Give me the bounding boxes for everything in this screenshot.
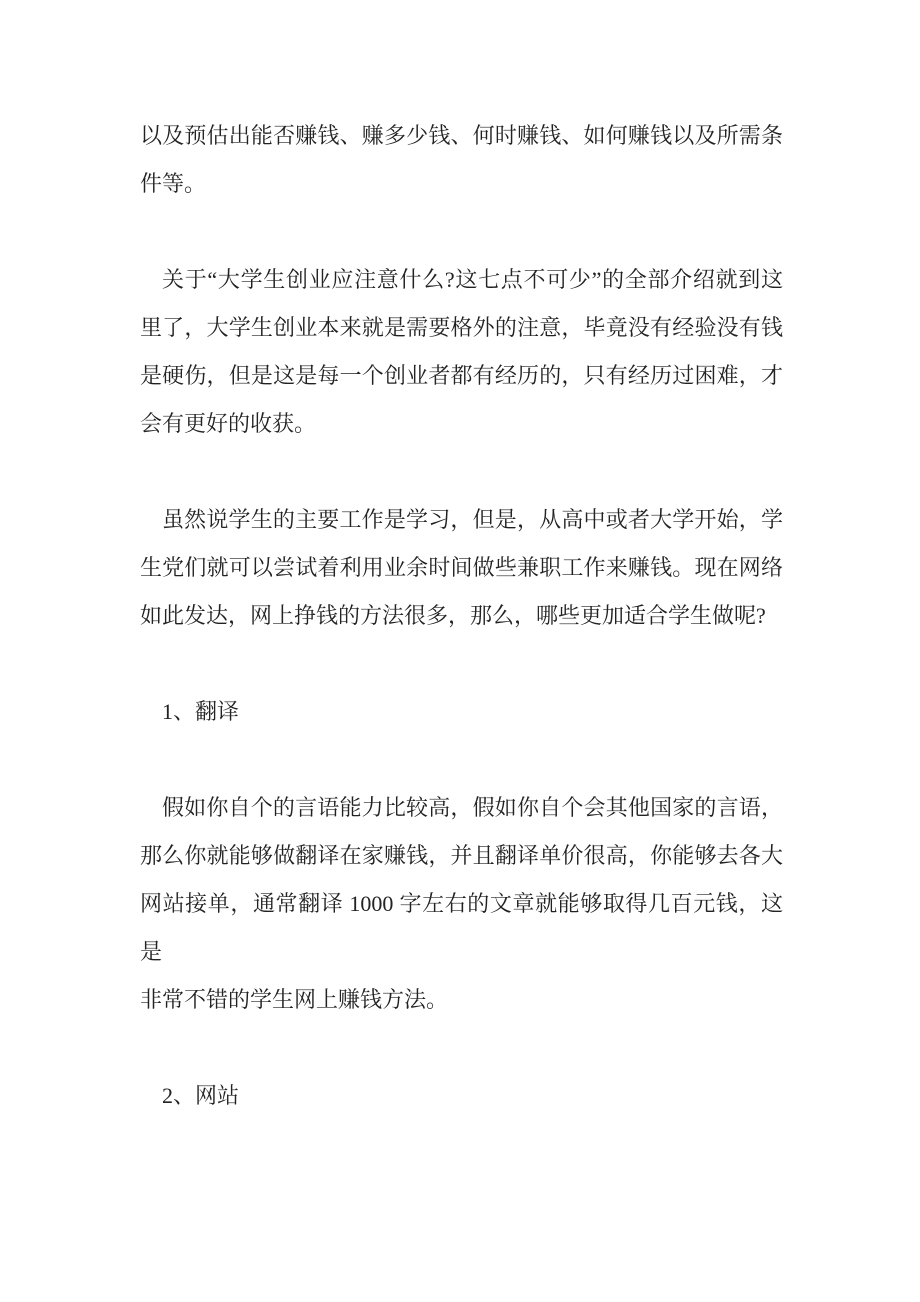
section-heading [140, 688, 783, 736]
text-line: 里了，大学生创业本来就是需要格外的注意，毕竟没有经验没有钱 [140, 315, 783, 340]
text-line: 1、翻译 [162, 699, 240, 724]
text-line: 会有更好的收获。 [140, 411, 317, 436]
text-line: 虽然说学生的主要工作是学习，但是，从高中或者大学开始，学 [162, 507, 783, 532]
text-line: 如此发达，网上挣钱的方法很多，那么，哪些更加适合学生做呢? [140, 603, 766, 628]
text-line: 生党们就可以尝试着利用业余时间做些兼职工作来赚钱。现在网络 [140, 555, 783, 580]
text-line: 2、网站 [162, 1083, 240, 1108]
text-line: 是硬伤，但是这是每一个创业者都有经历的，只有经历过困难，才 [140, 363, 783, 388]
section-heading [140, 1072, 783, 1120]
paragraph [140, 784, 783, 1024]
text-line: 那么你就能够做翻译在家赚钱，并且翻译单价很高，你能够去各大 [140, 843, 783, 868]
text-line: 关于“大学生创业应注意什么?这七点不可少”的全部介绍就到这 [162, 267, 783, 292]
text-line: 非常不错的学生网上赚钱方法。 [140, 987, 449, 1012]
paragraph [140, 112, 783, 208]
text-line: 以及预估出能否赚钱、赚多少钱、何时赚钱、如何赚钱以及所需条 [140, 123, 783, 148]
paragraph [140, 256, 783, 448]
text-line: 网站接单，通常翻译 1000 字左右的文章就能够取得几百元钱，这是 [140, 891, 783, 964]
paragraph [140, 496, 783, 640]
text-line: 件等。 [140, 171, 207, 196]
text-line: 假如你自个的言语能力比较高，假如你自个会其他国家的言语， [162, 795, 783, 820]
